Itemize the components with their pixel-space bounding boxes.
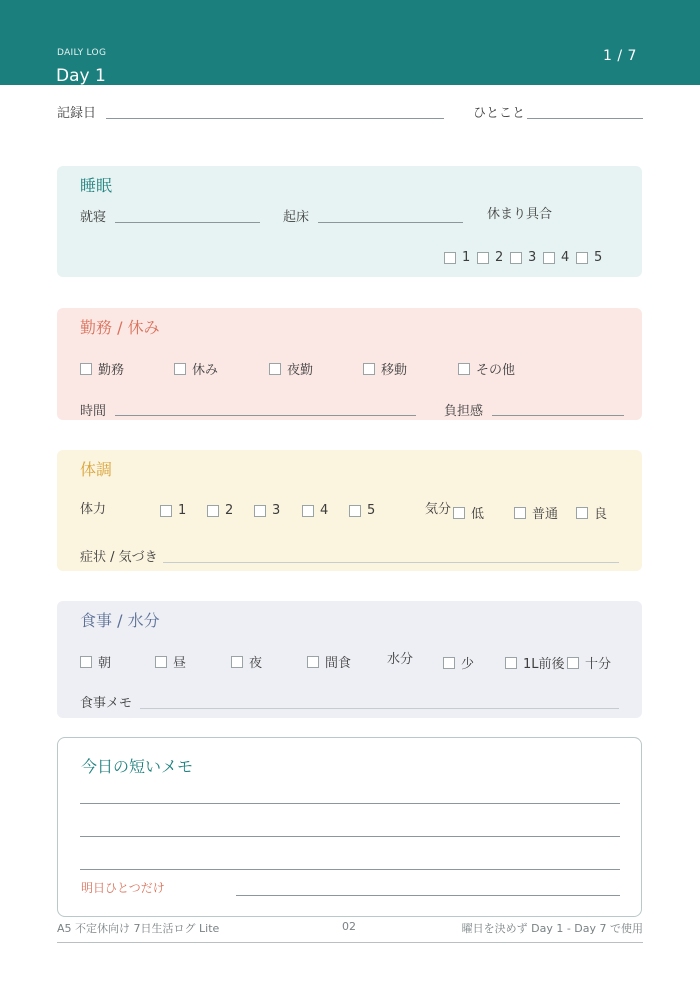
checkbox[interactable] [458,363,470,375]
header-banner [0,0,700,85]
one-word-label: ひとこと [473,106,526,121]
daily-log-label: DAILY LOG [57,48,107,58]
option-label: 1 [178,503,187,518]
checkbox[interactable] [207,505,219,517]
option-label: 夜勤 [287,363,314,378]
water-option-1l[interactable] [505,653,565,672]
option-label: 2 [495,250,504,265]
water-label: 水分 [387,652,414,667]
work-title: 勤務 / 休み [80,318,160,337]
checkbox[interactable] [363,363,375,375]
option-label: 1 [462,250,471,265]
tomorrow-label: 明日ひとつだけ [81,881,165,895]
meal-section [57,601,642,718]
checkbox[interactable] [160,505,172,517]
option-label: 1L前後 [523,657,565,672]
meal-option-snack[interactable] [307,652,351,671]
option-label: 間食 [325,656,352,671]
record-date-field[interactable] [106,118,444,119]
memo-line[interactable] [80,836,620,837]
time-label: 時間 [80,404,107,419]
tomorrow-field[interactable] [236,895,620,896]
work-option-off[interactable] [174,359,218,378]
option-label: 3 [528,250,537,265]
memo-line[interactable] [80,803,620,804]
sleep-section [57,166,642,277]
checkbox[interactable] [443,657,455,669]
bedtime-label: 就寝 [80,210,107,225]
bedtime-field[interactable] [115,222,260,223]
checkbox[interactable] [80,363,92,375]
checkbox[interactable] [254,505,266,517]
option-label: 3 [272,503,281,518]
option-label: 2 [225,503,234,518]
option-label: 昼 [173,656,187,671]
footer-divider [57,942,643,943]
checkbox[interactable] [576,507,588,519]
checkbox[interactable] [543,252,555,264]
option-label: 十分 [585,657,612,672]
meal-option-breakfast[interactable] [80,652,111,671]
wake-label: 起床 [283,210,310,225]
stamina-option-2[interactable] [207,503,233,518]
checkbox[interactable] [510,252,522,264]
page-indicator: 1 / 7 [603,48,637,64]
checkbox[interactable] [269,363,281,375]
option-label: 5 [367,503,376,518]
checkbox[interactable] [576,252,588,264]
footer-page-number: 02 [342,920,356,933]
mood-label: 気分 [425,502,452,517]
option-label: 4 [320,503,329,518]
checkbox[interactable] [567,657,579,669]
condition-section [57,450,642,571]
option-label: 5 [594,250,603,265]
rest-option-4[interactable] [543,250,569,265]
wake-field[interactable] [318,222,463,223]
work-option-travel[interactable] [363,359,407,378]
work-option-other[interactable] [458,359,515,378]
stamina-option-1[interactable] [160,503,186,518]
meal-option-dinner[interactable] [231,652,262,671]
sleep-title: 睡眠 [80,176,113,195]
meal-memo-label: 食事メモ [80,696,133,711]
option-label: 夜 [249,656,263,671]
rest-option-5[interactable] [576,250,602,265]
work-section [57,308,642,420]
work-option-work[interactable] [80,359,124,378]
option-label: 朝 [98,656,112,671]
burden-label: 負担感 [444,404,484,419]
mood-option-low[interactable] [453,503,484,522]
option-label: 4 [561,250,570,265]
water-option-enough[interactable] [567,653,611,672]
meal-option-lunch[interactable] [155,652,186,671]
record-date-label: 記録日 [57,106,97,121]
option-label: 普通 [532,507,559,522]
rest-option-3[interactable] [510,250,536,265]
rest-option-1[interactable] [444,250,470,265]
checkbox[interactable] [444,252,456,264]
condition-title: 体調 [80,460,113,479]
memo-title: 今日の短いメモ [81,757,194,776]
checkbox[interactable] [174,363,186,375]
rest-label: 休まり具合 [487,207,553,222]
checkbox[interactable] [453,507,465,519]
checkbox[interactable] [307,656,319,668]
option-label: 休み [192,363,219,378]
checkbox[interactable] [155,656,167,668]
page-title: Day 1 [56,66,106,86]
stamina-option-4[interactable] [302,503,328,518]
burden-field[interactable] [492,415,624,416]
option-label: 移動 [381,363,408,378]
mood-option-normal[interactable] [514,503,558,522]
memo-section [57,737,642,917]
stamina-label: 体力 [80,502,107,517]
stamina-option-5[interactable] [349,503,375,518]
option-label: 勤務 [98,363,125,378]
checkbox[interactable] [80,656,92,668]
time-field[interactable] [115,415,416,416]
option-label: 少 [461,657,475,672]
option-label: その他 [476,363,516,378]
rest-option-2[interactable] [477,250,503,265]
checkbox[interactable] [302,505,314,517]
mood-option-good[interactable] [576,503,607,522]
memo-line[interactable] [80,869,620,870]
footer-usage-note: 曜日を決めず Day 1 - Day 7 で使用 [461,922,643,935]
meal-title: 食事 / 水分 [80,611,160,630]
checkbox[interactable] [231,656,243,668]
symptoms-label: 症状 / 気づき [80,550,158,565]
one-word-field[interactable] [527,118,643,119]
meal-memo-field[interactable] [140,708,619,709]
checkbox[interactable] [505,657,517,669]
symptoms-field[interactable] [163,562,619,563]
checkbox[interactable] [514,507,526,519]
checkbox[interactable] [349,505,361,517]
footer-title: A5 不定休向け 7日生活ログ Lite [57,922,220,935]
option-label: 低 [471,507,485,522]
water-option-low[interactable] [443,653,474,672]
stamina-option-3[interactable] [254,503,280,518]
option-label: 良 [594,507,608,522]
checkbox[interactable] [477,252,489,264]
work-option-night[interactable] [269,359,313,378]
